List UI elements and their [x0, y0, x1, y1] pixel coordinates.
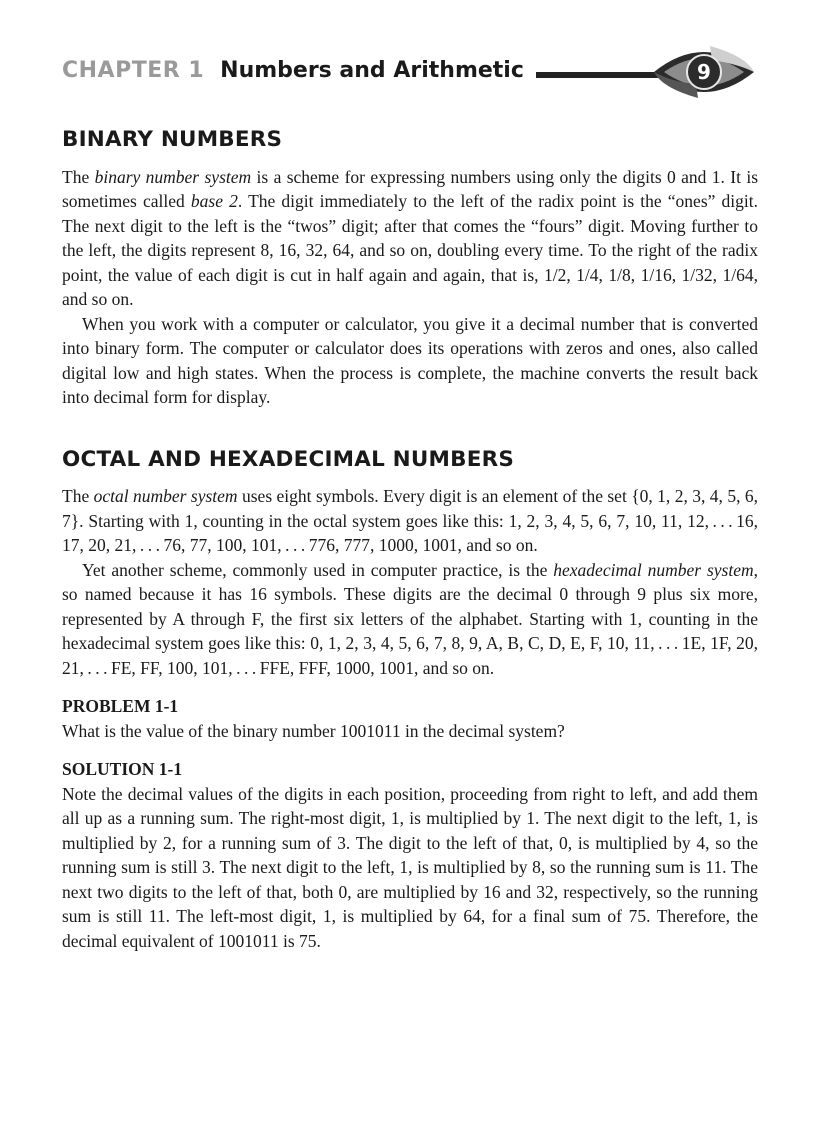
binary-paragraph-2 [62, 312, 758, 410]
hex-paragraph [62, 558, 758, 681]
page-body [62, 120, 758, 953]
text-run: is a scheme for expressing numbers using only the digits 0 and 1. It is sometimes called [62, 166, 759, 211]
italic-term: hexadecimal number system [553, 559, 754, 580]
page-number: 9 [697, 60, 711, 84]
section-title-octal-hex: OCTAL AND HEXADECIMAL NUMBERS [62, 446, 515, 472]
text-run: . The digit immediately to the left of the radix point is the “ones” digit. The next digit to the left is the “twos” digit; after that comes the “fours” digit. Moving further to the left, the digits represent 8, 16, 32, 64, and so on, doubling every time. To the right of the radix point, the value of each digit is cut in half again and again, that is, 1/2, 1/4, 1/8, 1/16, 1/32, 1/64, and so on. [62, 191, 758, 309]
problem-heading: PROBLEM 1-1 [62, 696, 179, 716]
text-run: uses eight symbols. Every digit is an element of the set {0, 1, 2, 3, 4, 5, 6, 7}. Starting with 1, counting in the octal system goes like this: 1, 2, 3, 4, 5, 6, 7, 10, 11, 12, . . . 16, 17, 20, 21, . . . 76, 77, 100, 101, . . . 776, 777, 1000, 1001, and so on. [62, 486, 758, 555]
text-run: The [62, 166, 95, 187]
problem-text: What is the value of the binary number 1001011 in the decimal system? [62, 720, 565, 741]
chapter-title: Numbers and Arithmetic [220, 58, 524, 83]
text-run: The [62, 486, 94, 506]
solution-text: Note the decimal values of the digits in each position, proceeding from right to left, and add them all up as a running sum. The right-most digit, 1, is multiplied by 1. The next digit to the left, 1, is multiplied by 2, for a running sum of 3. The digit to the left of that, 0, is multiplied by 4, so the running sum is still 3. The next digit to the left, 1, is multiplied by 8, so the running sum is 11. The next two digits to the left of that, both 0, are multiplied by 16 and 32, respectively, so the running sum is still 11. The left-most digit, 1, is multiplied by 64, for a final sum of 75. Therefore, the decimal equivalent of 1001011 is 75. [62, 783, 758, 951]
italic-term: octal number system [93, 486, 238, 506]
text-run: When you work with a computer or calculator, you give it a decimal number that is converted into binary form. The computer or calculator does its operations with zeros and ones, also called digital low and high states. When the process is complete, the machine converts the result back into decimal form for display. [62, 313, 758, 407]
text-run: Yet another scheme, commonly used in computer practice, is the [82, 559, 554, 580]
solution-heading: SOLUTION 1-1 [62, 759, 183, 779]
octal-paragraph [62, 484, 758, 558]
chapter-label: CHAPTER 1 [62, 58, 205, 83]
page-number-badge [650, 40, 758, 104]
italic-term: base 2 [190, 191, 238, 211]
italic-term: binary number system [94, 166, 252, 187]
binary-paragraph-1 [62, 165, 758, 312]
running-head [62, 58, 524, 83]
section-title-binary: BINARY NUMBERS [62, 127, 283, 152]
text-run: , so named because it has 16 symbols. These digits are the decimal 0 through 9 plus six more, represented by A through F, the first six letters of the alphabet. Starting with 1, counting in the hexadecimal system goes like this: 0, 1, 2, 3, 4, 5, 6, 7, 8, 9, A, B, C, D, E, F, 10, 11, . . . 1E, 1F, 20, 21, . . . FE, FF, 100, 101, . . . FFE, FFF, 1000, 1001, and so on. [62, 559, 758, 678]
